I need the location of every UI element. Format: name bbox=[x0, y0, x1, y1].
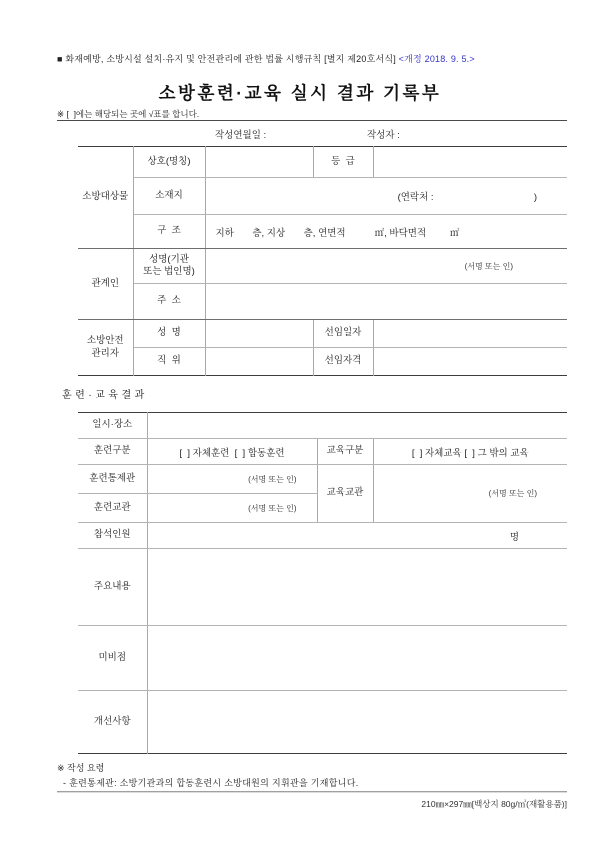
manager-position-field[interactable] bbox=[205, 348, 313, 376]
education-class-options[interactable]: [ ] 자체교육 [ ] 그 밖의 교육 bbox=[373, 439, 567, 465]
safety-manager-group-label bbox=[78, 320, 133, 376]
writer-label: 작성자 : bbox=[367, 130, 400, 141]
results-table bbox=[78, 412, 567, 754]
main-content-label: 주요내용 bbox=[78, 549, 147, 626]
related-name-sign-field[interactable]: (서명 또는 인) bbox=[205, 249, 567, 284]
manager-name-field[interactable] bbox=[205, 320, 313, 348]
improvement-field[interactable] bbox=[147, 691, 567, 754]
training-instructor-label: 훈련교관 bbox=[78, 494, 147, 523]
business-name-field[interactable] bbox=[205, 147, 313, 178]
revision-note: <개정 2018. 9. 5.> bbox=[395, 54, 475, 64]
written-date-label: 작성연월일 : bbox=[215, 130, 267, 141]
related-name-label-line1: 성명(기관 bbox=[149, 253, 189, 265]
related-name-label bbox=[133, 249, 205, 284]
writing-guide-item: - 훈련통제관: 소방기관과의 합동훈련시 소방대원의 지휘관을 기재합니다. bbox=[63, 778, 359, 788]
fire-target-group-label: 소방대상물 bbox=[78, 147, 133, 249]
deficiency-label: 미비점 bbox=[78, 626, 147, 691]
location-label: 소재지 bbox=[133, 178, 205, 215]
education-class-label: 교육구분 bbox=[317, 439, 373, 465]
main-content-field[interactable] bbox=[147, 549, 567, 626]
related-name-label-line2: 또는 법인명) bbox=[143, 266, 195, 277]
writing-guide-title: ※ 작성 요령 bbox=[57, 763, 105, 773]
structure-field[interactable]: 지하 층, 지상 층, 연면적 ㎡, 바닥면적 ㎡ bbox=[205, 215, 567, 249]
business-name-label: 상호(명칭) bbox=[133, 147, 205, 178]
grade-label: 등 급 bbox=[313, 147, 373, 178]
grade-field[interactable] bbox=[373, 147, 567, 178]
checkbox-instruction: ※ [ ]에는 해당되는 곳에 √표를 합니다. bbox=[57, 109, 200, 119]
training-class-options[interactable]: [ ] 자체훈련 [ ] 합동훈련 bbox=[147, 439, 317, 465]
safety-manager-group-line2: 관리자 bbox=[91, 347, 120, 359]
appoint-qual-field[interactable] bbox=[373, 348, 567, 376]
training-controller-label: 훈련통제관 bbox=[78, 465, 147, 494]
training-instructor-sign-field[interactable]: (서명 또는 인) bbox=[147, 494, 317, 523]
header-divider bbox=[57, 120, 567, 121]
appoint-date-label: 선임일자 bbox=[313, 320, 373, 348]
datetime-place-label: 일시·장소 bbox=[78, 413, 147, 439]
safety-manager-group-line1: 소방안전 bbox=[86, 335, 124, 347]
appoint-qual-label: 선임자격 bbox=[313, 348, 373, 376]
related-address-field[interactable] bbox=[205, 284, 567, 320]
training-class-label: 훈련구분 bbox=[78, 439, 147, 465]
regulation-text: ■ 화재예방, 소방시설 설치·유지 및 안전관리에 관한 법률 시행규칙 [별지 제20호서식] bbox=[57, 54, 396, 64]
attendees-field[interactable]: 명 bbox=[147, 523, 567, 549]
datetime-place-field[interactable] bbox=[147, 413, 567, 439]
improvement-label: 개선사항 bbox=[78, 691, 147, 754]
appoint-date-field[interactable] bbox=[373, 320, 567, 348]
attendees-label: 참석인원 bbox=[78, 523, 147, 549]
footer-divider bbox=[57, 791, 567, 793]
page-title: 소방훈련·교육 실시 결과 기록부 bbox=[158, 83, 442, 103]
related-address-label: 주 소 bbox=[133, 284, 205, 320]
location-field[interactable]: (연락처 : ) bbox=[205, 178, 567, 215]
training-controller-sign-field[interactable]: (서명 또는 인) bbox=[147, 465, 317, 494]
related-person-group-label: 관계인 bbox=[78, 249, 133, 320]
regulation-reference bbox=[57, 52, 475, 65]
education-instructor-label: 교육교관 bbox=[317, 465, 373, 523]
manager-name-label: 성 명 bbox=[133, 320, 205, 348]
results-section-title: 훈련·교육결과 bbox=[62, 390, 148, 401]
paper-spec-note: 210㎜×297㎜[백상지 80g/㎡(재활용품)] bbox=[421, 799, 567, 809]
education-instructor-sign-field[interactable]: (서명 또는 인) bbox=[373, 465, 567, 523]
deficiency-field[interactable] bbox=[147, 626, 567, 691]
fire-target-table bbox=[78, 146, 567, 376]
structure-label: 구 조 bbox=[133, 215, 205, 249]
manager-position-label: 직 위 bbox=[133, 348, 205, 376]
